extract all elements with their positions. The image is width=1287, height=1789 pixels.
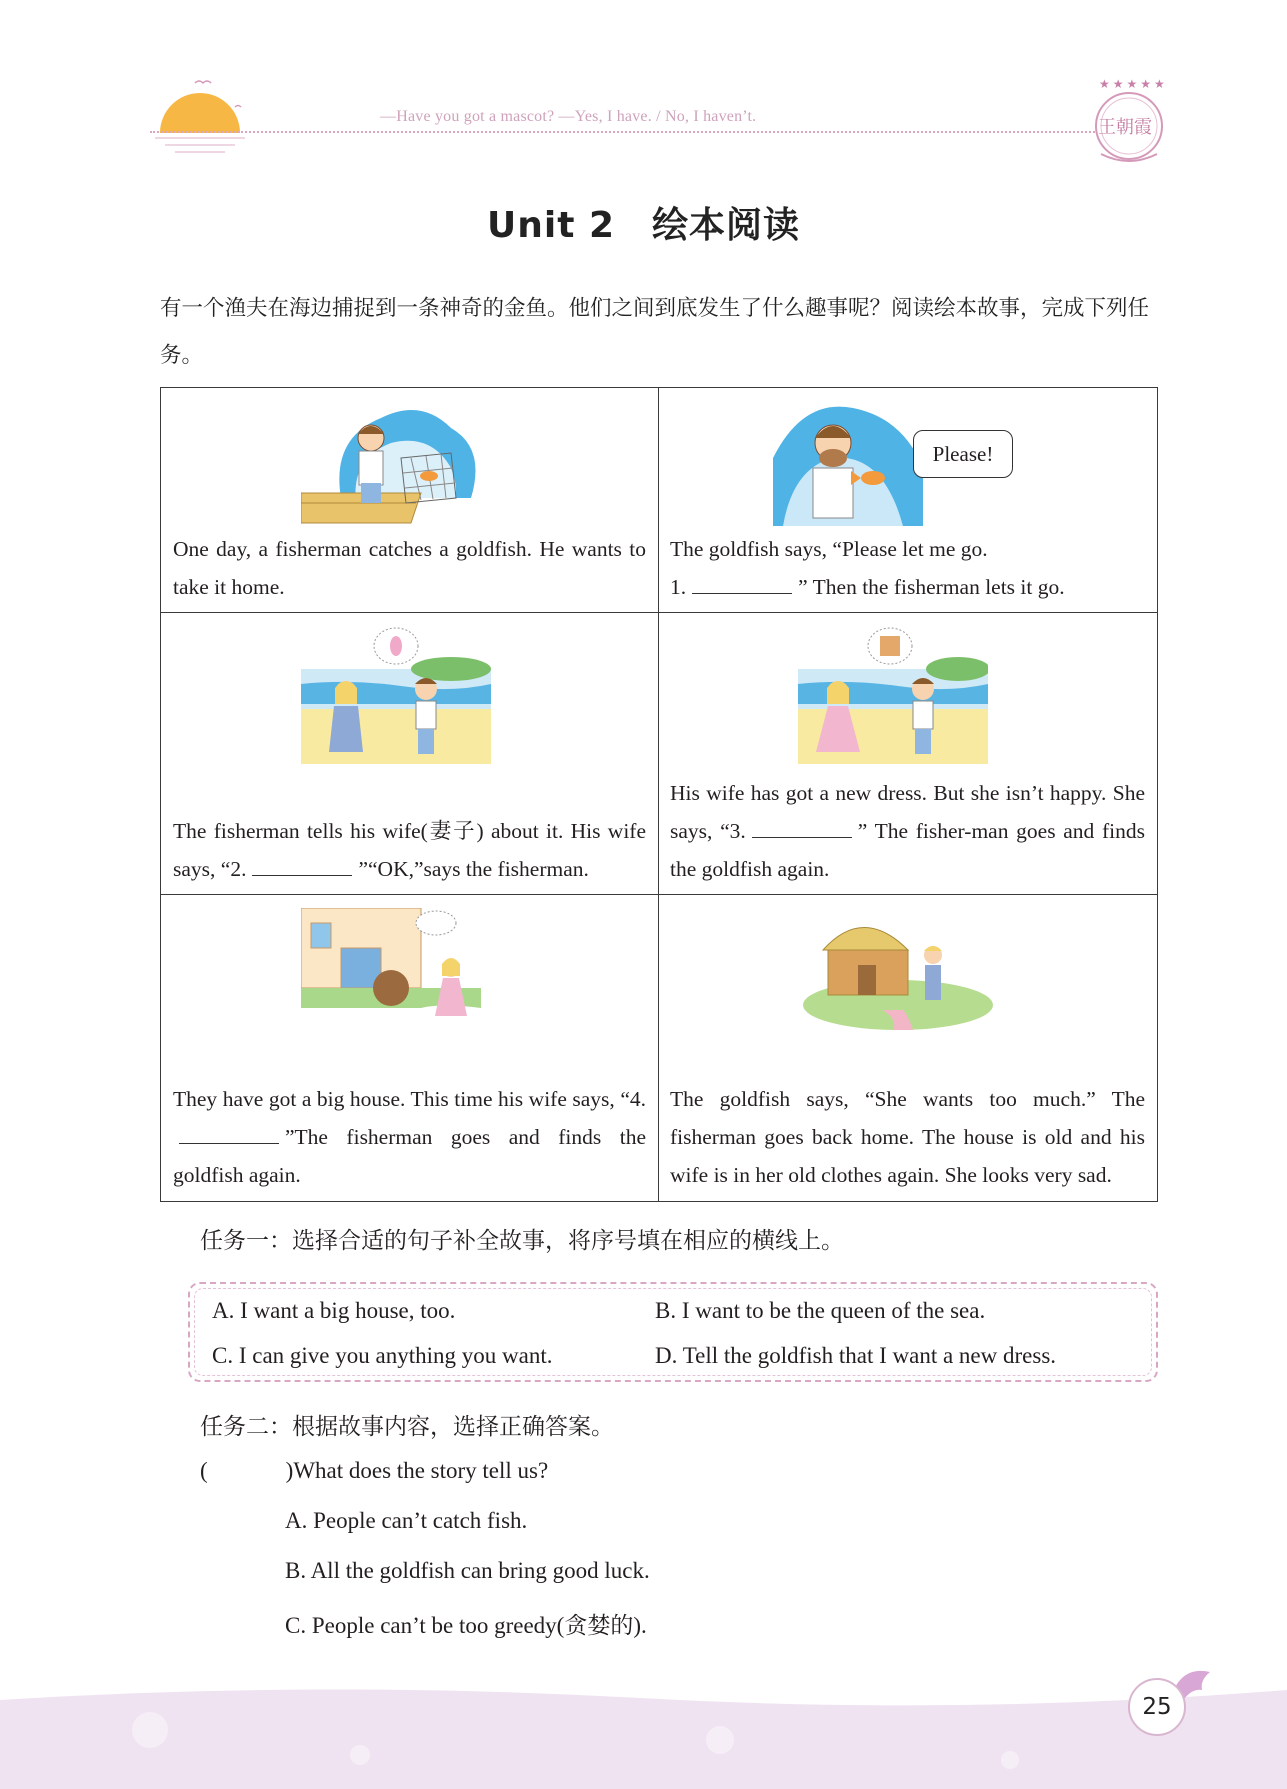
fisherman-catching-goldfish-illustration	[301, 398, 486, 526]
logo-text: 王朝霞	[1098, 117, 1152, 138]
panel-5-text	[173, 1080, 646, 1194]
panel-4-text	[670, 774, 1145, 888]
answer-blank-2[interactable]	[252, 857, 352, 876]
answer-paren-open: (	[200, 1458, 208, 1483]
task-2-title: 任务二：根据故事内容，选择正确答案。	[200, 1414, 614, 1440]
answer-b: B. All the goldfish can bring good luck.	[285, 1558, 650, 1583]
story-panel-3	[161, 612, 658, 894]
story-panel-2	[658, 388, 1157, 612]
fisherman-tells-wife-illustration	[301, 624, 491, 764]
page-header	[0, 0, 1287, 170]
answer-paren-close: )	[285, 1458, 294, 1483]
story-panel-5	[161, 894, 658, 1200]
blank-1-label: 1.	[670, 575, 687, 599]
old-hut-illustration	[803, 910, 993, 1030]
panel-2-text-b: ” Then the fisherman lets it go.	[798, 575, 1065, 599]
page-number: 25	[1128, 1678, 1186, 1736]
panel-6-text: The goldfish says, “She wants too much.” The fisherman goes back home. The house is old and his wife is in her old clothes again. She looks very sad.	[670, 1087, 1145, 1187]
wife-new-dress-illustration	[798, 624, 988, 764]
task-1-title: 任务一：选择合适的句子补全故事，将序号填在相应的横线上。	[200, 1228, 844, 1254]
panel-3-text	[173, 812, 646, 888]
answer-c: C. People can’t be too greedy(贪婪的).	[285, 1613, 647, 1638]
svg-text:★ ★ ★ ★ ★: ★ ★ ★ ★ ★	[1099, 77, 1165, 91]
panel-3-text-b: ”“OK,”says the fisherman.	[358, 857, 589, 881]
panel-3-text-a: The fisherman tells his wife(妻子) about it. His wife says, “2.	[173, 819, 646, 881]
intro-paragraph: 有一个渔夫在海边捕捉到一条神奇的金鱼。他们之间到底发生了什么趣事呢？阅读绘本故事，完成下列任务。	[160, 296, 1150, 368]
panel-1-text: One day, a fisherman catches a goldfish. He wants to take it home.	[173, 537, 646, 599]
panel-2-text-a: The goldfish says, “Please let me go.	[670, 537, 988, 561]
sunset-icon	[155, 75, 245, 155]
question	[200, 1458, 548, 1484]
answer-blank-1[interactable]	[692, 575, 792, 594]
answer-a: A. People can’t catch fish.	[285, 1508, 528, 1533]
panel-4-text-a: His wife has got a new dress. But she isn’t happy. She says, “3.	[670, 781, 1145, 843]
option-b: B. I want to be the queen of the sea.	[655, 1298, 986, 1323]
speech-bubble: Please!	[913, 430, 1013, 478]
option-d: D. Tell the goldfish that I want a new dress.	[655, 1343, 1057, 1368]
option-a: A. I want a big house, too.	[212, 1298, 456, 1323]
big-house-illustration	[301, 908, 481, 1028]
running-title: —Have you got a mascot? —Yes, I have. / No, I haven’t.	[380, 108, 757, 125]
story-panel-1	[161, 388, 658, 612]
story-panel-4	[658, 612, 1157, 894]
options-box	[188, 1282, 1158, 1382]
footer-decoration	[0, 1660, 1287, 1789]
panel-4-text-b: ” The fisher-man goes and finds the goldfish again.	[670, 819, 1146, 881]
answer-blank-4[interactable]	[179, 1125, 279, 1144]
story-panel-6	[658, 894, 1157, 1200]
panel-5-text-b: ”The fisherman goes and finds the goldfish again.	[173, 1125, 646, 1187]
page-title: Unit 2 绘本阅读	[487, 205, 800, 246]
panel-2-text	[670, 530, 1145, 606]
option-c: C. I can give you anything you want.	[212, 1343, 553, 1368]
question-text: What does the story tell us?	[293, 1458, 549, 1483]
header-divider	[150, 131, 1095, 133]
answer-blank-3[interactable]	[752, 819, 852, 838]
goldfish-pleading-illustration	[773, 398, 923, 526]
story-table	[160, 387, 1158, 1202]
panel-5-text-a: They have got a big house. This time his wife says, “4.	[173, 1087, 646, 1111]
